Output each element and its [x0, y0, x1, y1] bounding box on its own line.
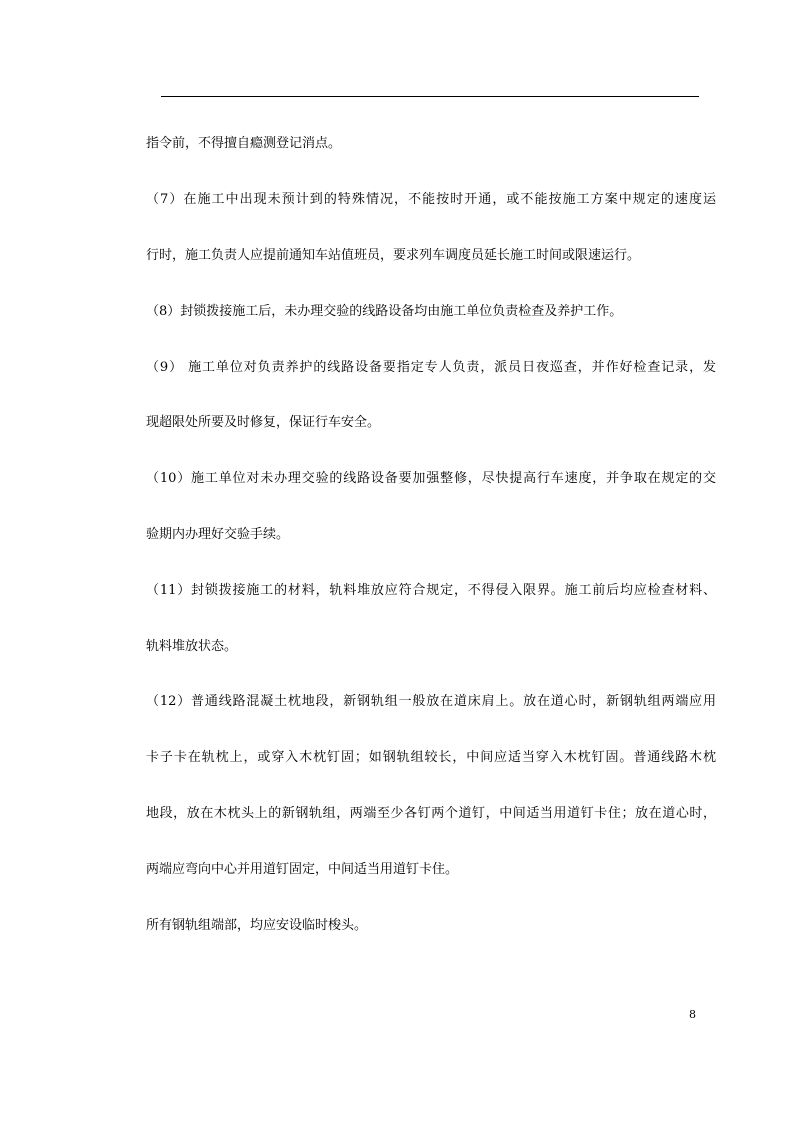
text-line: （7）在施工中出现未预计到的特殊情况，不能按时开通，或不能按施工方案中规定的速度运 [146, 192, 716, 207]
header-rule [161, 96, 699, 97]
text-line: 行时，施工负责人应提前通知车站值班员，要求列车调度员延长施工时间或限速运行。 [146, 248, 641, 263]
text-line: （12）普通线路混凝土枕地段，新钢轨组一般放在道床肩上。放在道心时，新钢轨组两端应用 [146, 694, 716, 709]
text-line: 轨料堆放状态。 [146, 639, 238, 654]
text-line: （9） 施工单位对负责养护的线路设备要指定专人负责，派员日夜巡查，并作好检查记录，发 [146, 360, 716, 375]
text-line: 现超限处所要及时修复，保证行车安全。 [146, 415, 381, 430]
text-line: 地段，放在木枕头上的新钢轨组，两端至少各钉两个道钉，中间适当用道钉卡住；放在道心时， [146, 806, 716, 821]
text-line: 两端应弯向中心并用道钉固定，中间适当用道钉卡住。 [146, 862, 459, 877]
text-line: （11）封锁拨接施工的材料，轨料堆放应符合规定，不得侵入限界。施工前后均应检查材料、 [146, 583, 716, 598]
text-line: 指令前，不得擅自瘾测登记消点。 [146, 136, 342, 151]
text-line: 验期内办理好交验手续。 [146, 527, 290, 542]
text-line: （8）封锁拨接施工后，未办理交验的线路设备均由施工单位负责检查及养护工作。 [146, 304, 623, 319]
page-number: 8 [689, 1008, 696, 1021]
text-line: 卡子卡在轨枕上，或穿入木枕钉固；如钢轨组较长，中间应适当穿入木枕钉固。普通线路木枕 [146, 750, 716, 765]
text-line: （10）施工单位对未办理交验的线路设备要加强整修，尽快提高行车速度，并争取在规定的交 [146, 471, 716, 486]
text-line: 所有钢轨组端部，均应安设临时梭头。 [146, 918, 368, 933]
